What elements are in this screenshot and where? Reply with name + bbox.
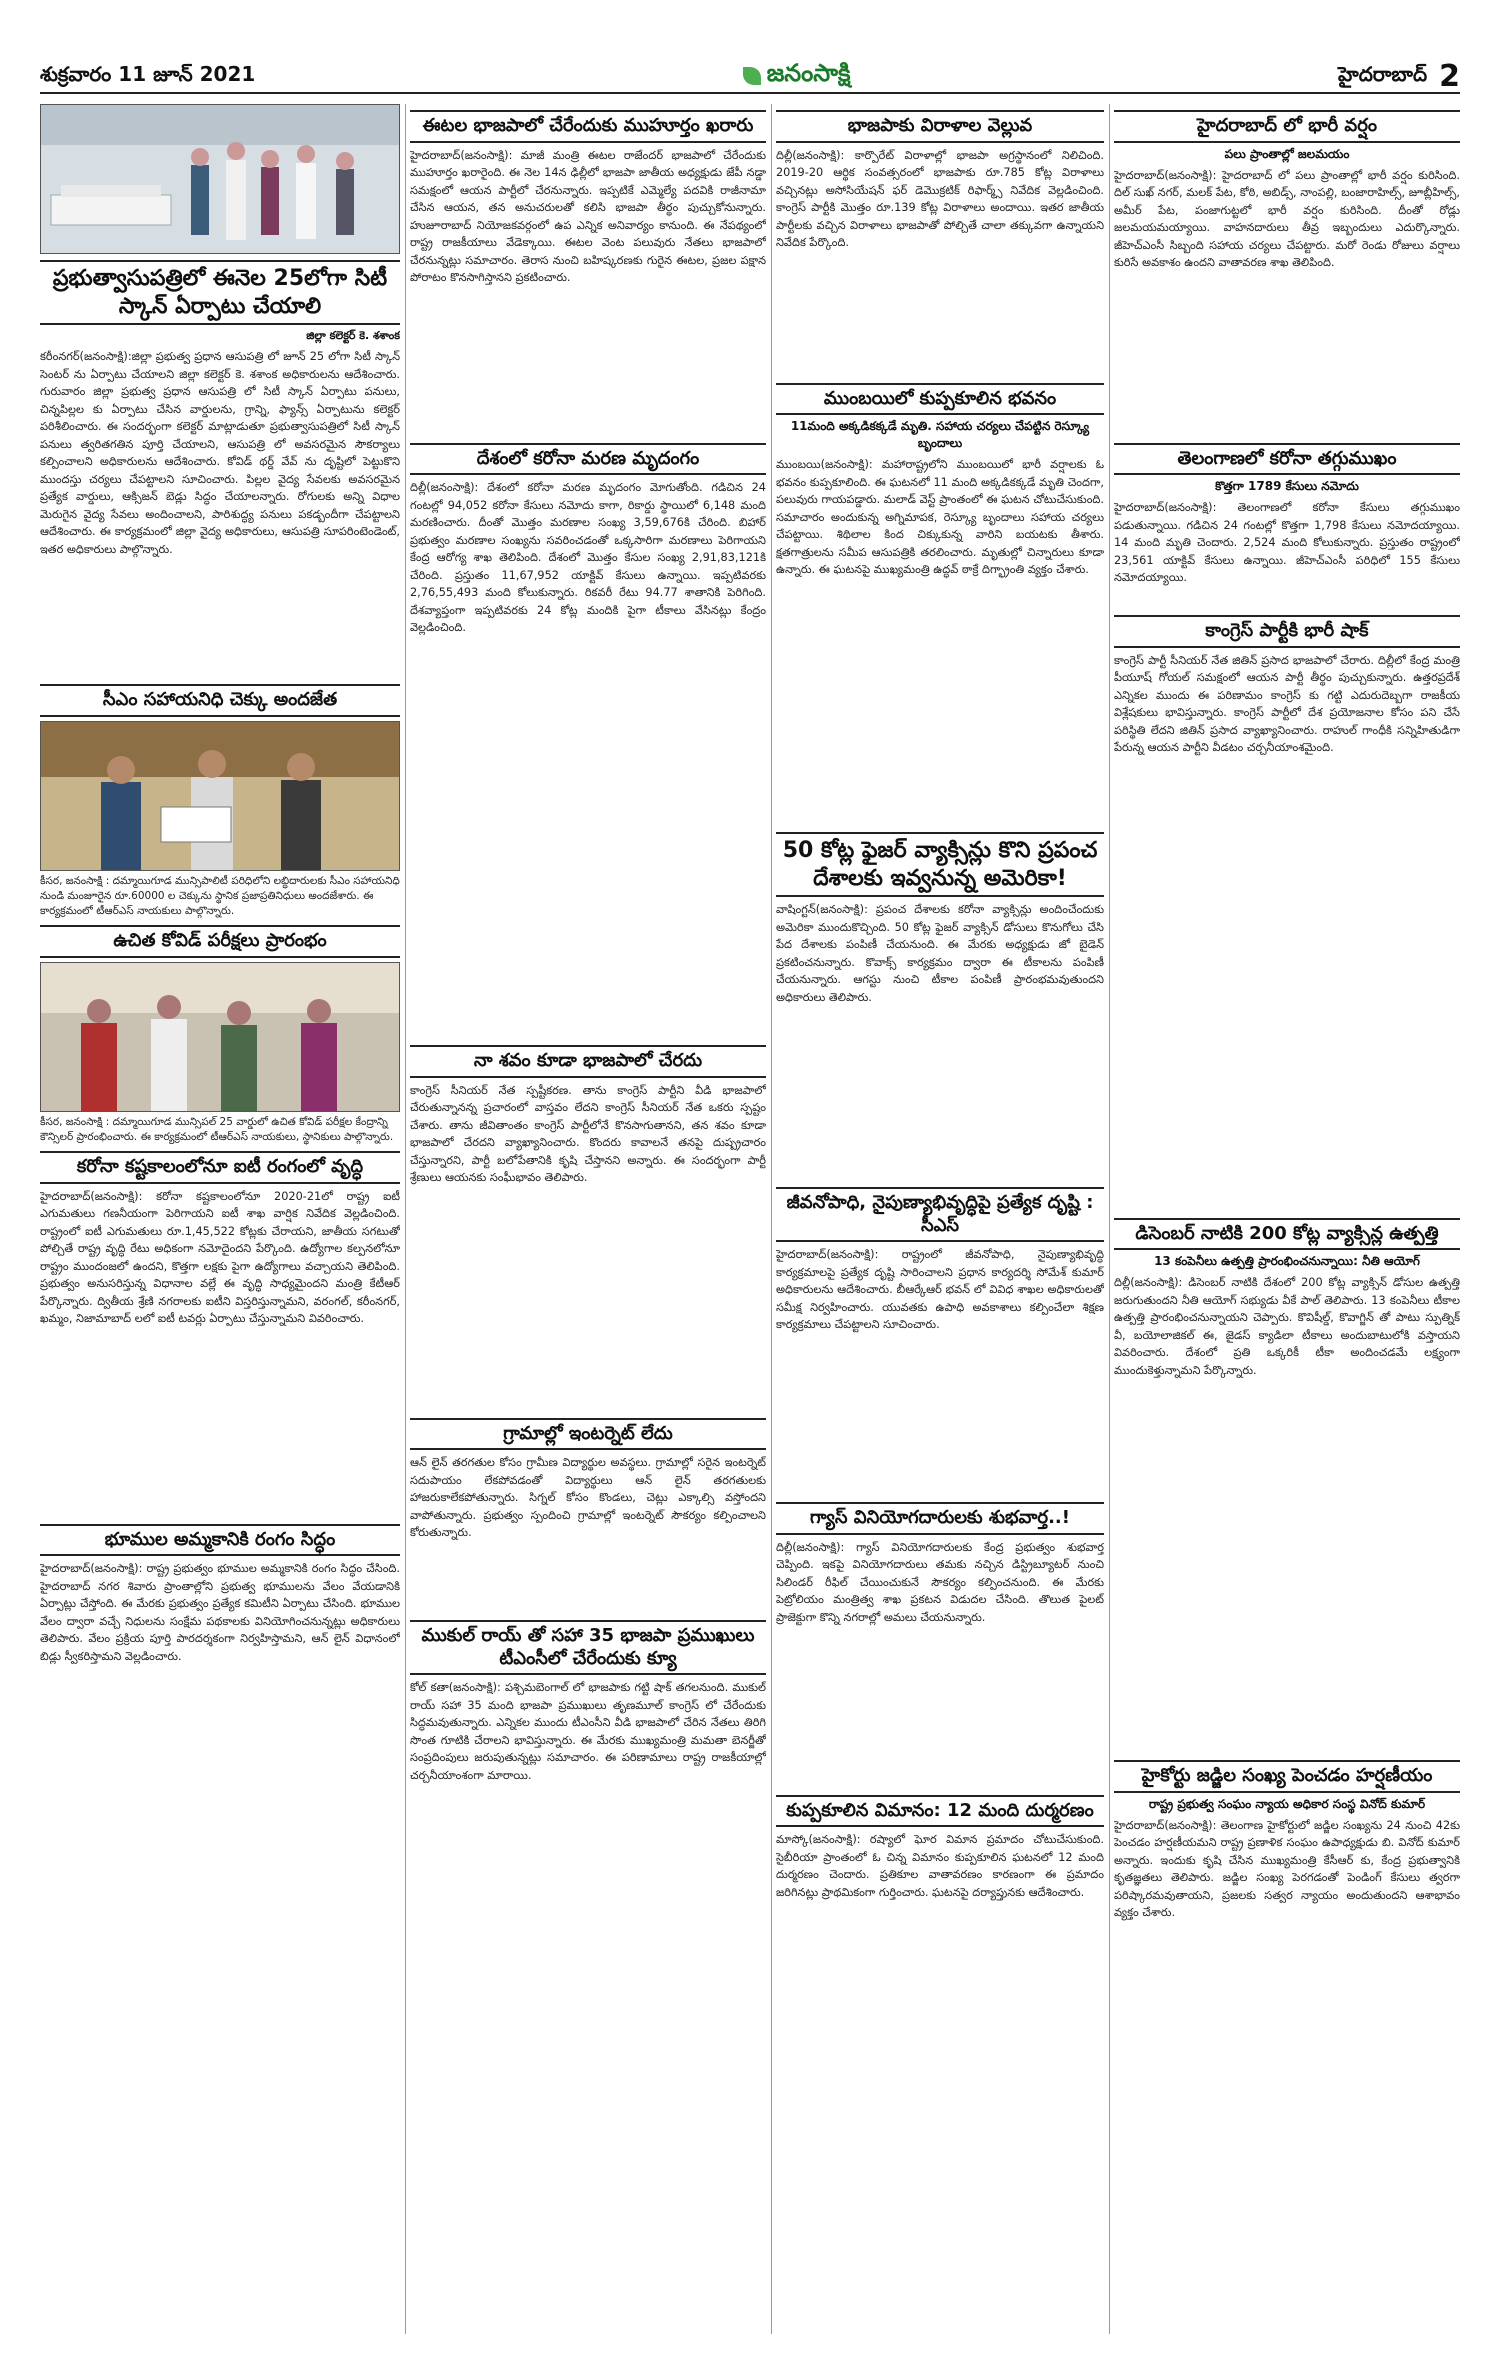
headline-us-pfizer: 50 కోట్ల ఫైజర్ వ్యాక్సిన్లు కొని ప్రపంచ దేశాలకు ఇవ్వనున్న అమెరికా! — [776, 832, 1104, 897]
headline-free-covid-tests: ఉచిత కోవిడ్ పరీక్షలు ప్రారంభం — [40, 925, 400, 958]
covid-test-image — [41, 963, 400, 1112]
story-plane-crash-body: మాస్కో(జనంసాక్షి): రష్యాలో ఘోర విమాన ప్రమాదం చోటుచేసుకుంది. సైబీరియా ప్రాంతంలో ఓ చిన్న విమానం కుప్పకూలిన ఘటనలో 12 మంది దుర్మరణం చెందారు. ప్రతికూల వాతావరణం కారణంగా ఈ ప్రమాదం జరిగినట్లు ప్రాథమికంగా గుర్తించారు. ఘటనపై దర్యాప్తునకు ఆదేశించారు. — [776, 1833, 1104, 1899]
headline-it-growth: కరోనా కష్టకాలంలోనూ ఐటీ రంగంలో వృద్ధి — [40, 1151, 400, 1184]
masthead — [40, 60, 1460, 94]
column-4 — [1114, 104, 1460, 2334]
column-divider — [771, 104, 772, 2334]
headline-cmrf-cheque: సీఎం సహాయనిధి చెక్కు అందజేత — [40, 684, 400, 717]
column-3 — [776, 104, 1104, 2334]
byline-collector: జిల్లా కలెక్టర్ కె. శశాంక — [306, 329, 400, 342]
caption-cmrf: కీసర, జనంసాక్షి : దమ్మాయిగూడ మున్సిపాలిటీ పరిధిలోని లబ్ధిదారులకు సీఎం సహాయనిధి నుండి మంజూరైన రూ.60000 ల చెక్కును స్థానిక ప్రజాప్రతినిధులు అందజేశారు. ఈ కార్యక్రమంలో టీఆర్ఎస్ నాయకులు పాల్గొన్నారు. — [40, 874, 400, 917]
edition-info — [1338, 59, 1460, 94]
headline-village-internet: గ్రామాల్లో ఇంటర్నెట్ లేదు — [410, 1418, 766, 1451]
story-ct-scan-body: కరీంనగర్(జనంసాక్షి):జిల్లా ప్రభుత్వ ప్రధాన ఆసుపత్రి లో జూన్ 25 లోగా సిటీ స్కాన్ సెంటర్ ను ఏర్పాటు చేయాలని జిల్లా కలెక్టర్ కె. శశాంక అధికారులను ఆదేశించారు. గురువారం జిల్లా ప్రభుత్వ ప్రధాన ఆసుపత్రి లో సిటీ స్కాన్ ఏర్పాటు పనులు, చిన్నపిల్లల కు ఏర్పాటు చేసిన వార్డులను, గ్రాన్ని, ఫ్యాన్స్ ఏర్పాటును కలెక్టర్ పరిశీలించారు. ఈ సందర్భంగా కలెక్టర్ మాట్లాడుతూ ప్రభుత్వాసుపత్రిలో సిటీ స్కాన్ పనులు త్వరితగతిన పూర్తి చేయాలని, ఆసుపత్రి లో అవసరమైన సౌకర్యాలు కల్పించాలని అధికారులను ఆదేశించారు. కోవిడ్ థర్డ్ వేవ్ ను దృష్టిలో పెట్టుకొని ముందస్తు చర్యలు చేపట్టాలని సూచించారు. పిల్లల వైద్య సేవలకు అవసరమైన ప్రత్యేక వార్డులు, ఆక్సిజన్ బెడ్లు సిద్ధం చేయాలన్నారు. రోగులకు అన్ని విధాల మెరుగైన వైద్య సేవలు అందించాలని, పారిశుద్ధ్య పనులు పకడ్బందీగా చేపట్టాలని ఆదేశించారు. ఈ కార్యక్రమంలో జిల్లా వైద్య అధికారులు, ఆసుపత్రి సూపరింటెండెంట్, ఇతర అధికారులు పాల్గొన్నారు. — [40, 350, 400, 556]
story-livelihood-body: హైదరాబాద్(జనంసాక్షి): రాష్ట్రంలో జీవనోపాధి, నైపుణ్యాభివృద్ధి కార్యక్రమాలపై ప్రత్యేక దృష్టి సారించాలని ప్రధాన కార్యదర్శి సోమేశ్ కుమార్ అధికారులను ఆదేశించారు. బీఆర్కేఆర్ భవన్ లో వివిధ శాఖల అధికారులతో సమీక్ష నిర్వహించారు. యువతకు ఉపాధి అవకాశాలు కల్పించేలా శిక్షణ కార్యక్రమాలు చేపట్టాలని సూచించారు. — [776, 1248, 1104, 1331]
story-etela-body: హైదరాబాద్(జనంసాక్షి): మాజీ మంత్రి ఈటల రాజేందర్ భాజపాలో చేరేందుకు ముహూర్తం ఖరారైంది. ఈ నెల 14న ఢిల్లీలో భాజపా జాతీయ అధ్యక్షుడు జేపీ నడ్డా సమక్షంలో ఆయన పార్టీలో చేరనున్నారు. ఇప్పటికే ఎమ్మెల్యే పదవికి రాజీనామా చేసిన ఆయన, తన అనుచరులతో కలిసి భాజపా తీర్థం పుచ్చుకోనున్నారు. హుజూరాబాద్ నియోజకవర్గంలో ఉప ఎన్నిక అనివార్యం కానుంది. ఈ నేపథ్యంలో రాష్ట్ర రాజకీయాలు వేడెక్కాయి. ఈటల వెంట పలువురు నేతలు భాజపాలో చేరనున్నట్లు సమాచారం. తెరాస నుంచి బహిష్కరణకు గురైన ఈటల, ప్రజల పక్షాన పోరాటం కొనసాగిస్తానని ప్రకటించారు. — [410, 148, 766, 284]
headline-land-sale: భూముల అమ్మకానికి రంగం సిద్ధం — [40, 1524, 400, 1557]
column-1 — [40, 104, 400, 2334]
headline-ct-scan: ప్రభుత్వాసుపత్రిలో ఈనెల 25లోగా సిటీ స్కాన్ ఏర్పాటు చేయాలి — [40, 260, 400, 325]
headline-high-court-judges: హైకోర్టు జడ్జిల సంఖ్య పెంచడం హర్షణీయం — [1114, 1760, 1460, 1793]
caption-covid-tests: కీసర, జనంసాక్షి : దమ్మాయిగూడ మున్సిపల్ 25 వార్డులో ఉచిత కోవిడ్ పరీక్షల కేంద్రాన్ని కౌన్సిలర్ ప్రారంభించారు. ఈ కార్యక్రమంలో టీఆర్ఎస్ నాయకులు, స్థానికులు పాల్గొన్నారు. — [40, 1115, 394, 1143]
story-land-sale-body: హైదరాబాద్(జనంసాక్షి): రాష్ట్ర ప్రభుత్వం భూముల అమ్మకానికి రంగం సిద్ధం చేసింది. హైదరాబాద్ నగర శివారు ప్రాంతాల్లోని ప్రభుత్వ భూములను వేలం వేయడానికి ఏర్పాట్లు చేస్తోంది. ఈ మేరకు ప్రభుత్వం ప్రత్యేక కమిటీని ఏర్పాటు చేసింది. భూముల వేలం ద్వారా వచ్చే నిధులను సంక్షేమ పథకాలకు వినియోగించనున్నట్లు అధికారులు తెలిపారు. వేలం ప్రక్రియ పూర్తి పారదర్శకంగా నిర్వహిస్తామని, ఆన్ లైన్ విధానంలో బిడ్లు స్వీకరిస్తామని వెల్లడించారు. — [40, 1562, 400, 1663]
column-divider — [405, 104, 406, 2334]
story-congress-shock-body: కాంగ్రెస్ పార్టీ సీనియర్ నేత జితిన్ ప్రసాద భాజపాలో చేరారు. దిల్లీలో కేంద్ర మంత్రి పీయూష్ గోయల్ సమక్షంలో ఆయన పార్టీ తీర్థం పుచ్చుకున్నారు. ఉత్తరప్రదేశ్ ఎన్నికల ముందు ఈ పరిణామం కాంగ్రెస్ కు గట్టి ఎదురుదెబ్బగా రాజకీయ విశ్లేషకులు భావిస్తున్నారు. కాంగ్రెస్ పార్టీలో దేశ ప్రయోజనాల కోసం పని చేసే పరిస్థితి లేదని జితిన్ ప్రసాద వ్యాఖ్యానించారు. రాహుల్ గాంధీకి సన్నిహితుడిగా పేరున్న ఆయన పార్టీని వీడటం చర్చనీయాంశమైంది. — [1114, 653, 1460, 754]
newspaper-logo — [743, 59, 851, 93]
hospital-visit-image — [41, 105, 400, 254]
story-covid-deaths-body: దిల్లీ(జనంసాక్షి): దేశంలో కరోనా మరణ మృదంగం మోగుతోంది. గడిచిన 24 గంటల్లో 94,052 కరోనా కేసులు నమోదు కాగా, రికార్డు స్థాయిలో 6,148 మంది మరణించారు. దీంతో మొత్తం మరణాల సంఖ్య 3,59,676కి చేరింది. బిహార్ ప్రభుత్వం మరణాల సంఖ్యను సవరించడంతో ఒక్కసారిగా మరణాలు పెరిగాయని కేంద్ర ఆరోగ్య శాఖ తెలిపింది. దేశంలో మొత్తం కేసుల సంఖ్య 2,91,83,121కి చేరింది. ప్రస్తుతం 11,67,952 యాక్టివ్ కేసులు ఉన్నాయి. ఇప్పటివరకు 2,76,55,493 మంది కోలుకున్నారు. రికవరీ రేటు 94.77 శాతానికి పెరిగింది. దేశవ్యాప్తంగా ఇప్పటివరకు 24 కోట్ల మందికి పైగా టీకాలు వేసినట్లు కేంద్రం వెల్లడించింది. — [410, 481, 766, 634]
headline-mumbai-building: ముంబయిలో కుప్పకూలిన భవనం — [776, 383, 1104, 416]
story-village-internet-body: ఆన్ లైన్ తరగతుల కోసం గ్రామీణ విద్యార్థుల అవస్థలు. గ్రామాల్లో సరైన ఇంటర్నెట్ సదుపాయం లేకపోవడంతో విద్యార్థులు ఆన్ లైన్ తరగతులకు హాజరుకాలేకపోతున్నారు. సిగ్నల్ కోసం కొండలు, చెట్లు ఎక్కాల్సి వస్తోందని వాపోతున్నారు. ప్రభుత్వం స్పందించి గ్రామాల్లో ఇంటర్నెట్ సౌకర్యం కల్పించాలని కోరుతున్నారు. — [410, 1456, 766, 1539]
story-hyderabad-rain-body: హైదరాబాద్(జనంసాక్షి): హైదరాబాద్ లో పలు ప్రాంతాల్లో భారీ వర్షం కురిసింది. దిల్ సుఖ్ నగర్, మలక్ పేట, కోఠి, అబిడ్స్, నాంపల్లి, బంజారాహిల్స్, జూబ్లీహిల్స్, అమీర్ పేట, పంజాగుట్టలో భారీ వర్షం కురిసింది. దీంతో రోడ్లు జలమయమయ్యాయి. వాహనదారులు తీవ్ర ఇబ్బందులు ఎదుర్కొన్నారు. జీహెచ్ఎంసీ సిబ్బంది సహాయ చర్యలు చేపట్టారు. మరో రెండు రోజులు వర్షాలు కురిసే అవకాశం ఉందని వాతావరణ శాఖ తెలిపింది. — [1114, 168, 1460, 269]
headline-telangana-covid: తెలంగాణలో కరోనా తగ్గుముఖం — [1114, 443, 1460, 476]
headline-covid-deaths: దేశంలో కరోనా మరణ మృదంగం — [410, 443, 766, 476]
headline-plane-crash: కుప్పకూలిన విమానం: 12 మంది దుర్మరణం — [776, 1795, 1104, 1828]
headline-gas-consumers: గ్యాస్ వినియోగదారులకు శుభవార్త..! — [776, 1502, 1104, 1535]
story-mumbai-building-body: ముంబయి(జనంసాక్షి): మహారాష్ట్రలోని ముంబయిలో భారీ వర్షాలకు ఓ భవనం కుప్పకూలింది. ఈ ఘటనలో 11 మంది అక్కడికక్కడే మృతి చెందగా, పలువురు గాయపడ్డారు. మలాడ్ వెస్ట్ ప్రాంతంలో ఈ ఘటన చోటుచేసుకుంది. సమాచారం అందుకున్న అగ్నిమాపక, రెస్క్యూ బృందాలు సహాయ చర్యలు చేపట్టాయి. శిథిలాల కింద చిక్కుకున్న వారిని బయటకు తీశారు. క్షతగాత్రులను సమీప ఆసుపత్రికి తరలించారు. మృతుల్లో చిన్నారులు కూడా ఉన్నారు. ఈ ఘటనపై ముఖ్యమంత్రి ఉద్ధవ్ ఠాక్రే దిగ్భ్రాంతి వ్యక్తం చేశారు. — [776, 458, 1104, 576]
story-vaccine-production-body: దిల్లీ(జనంసాక్షి): డిసెంబర్ నాటికి దేశంలో 200 కోట్ల వ్యాక్సిన్ డోసుల ఉత్పత్తి జరుగుతుందని నీతి ఆయోగ్ సభ్యుడు వీకే పాల్ తెలిపారు. 13 కంపెనీలు టీకాల ఉత్పత్తి ప్రారంభించనున్నాయని చెప్పారు. కొవిషీల్డ్, కొవాగ్జిన్ తో పాటు స్పుత్నిక్ వీ, బయోలాజికల్ ఈ, జైడస్ క్యాడిలా టీకాలు అందుబాటులోకి వస్తాయని వివరించారు. దేశంలో ప్రతి ఒక్కరికీ టీకా అందించడమే లక్ష్యంగా ముందుకెళ్తున్నామని పేర్కొన్నారు. — [1114, 1276, 1460, 1377]
column-divider — [1109, 104, 1110, 2334]
cheque-image — [41, 722, 400, 871]
logo-text: జనంసాక్షి — [766, 59, 851, 87]
story-us-pfizer-body: వాషింగ్టన్(జనంసాక్షి): ప్రపంచ దేశాలకు కరోనా వ్యాక్సిన్లు అందించేందుకు అమెరికా ముందుకొచ్చింది. 50 కోట్ల ఫైజర్ వ్యాక్సిన్ డోసులు కొనుగోలు చేసి పేద దేశాలకు పంపిణీ చేయనుంది. ఈ మేరకు అధ్యక్షుడు జో బైడెన్ ప్రకటించనున్నారు. కొవాక్స్ కార్యక్రమం ద్వారా ఈ టీకాలను పంపిణీ చేయనున్నారు. ఆగస్టు నుంచి టీకాల పంపిణీ ప్రారంభమవుతుందని అధికారులు తెలిపారు. — [776, 903, 1104, 1004]
page-number: 2 — [1439, 58, 1460, 94]
subhead-telangana-covid: కొత్తగా 1789 కేసులు నమోదు — [1215, 479, 1359, 493]
cheque-photo — [40, 721, 400, 871]
headline-etela-bjp: ఈటల భాజపాలో చేరేందుకు ముహూర్తం ఖరారు — [410, 110, 766, 143]
subhead-mumbai-building: 11మంది అక్కడికక్కడే మృతి. సహాయ చర్యలు చేపట్టిన రెస్క్యూ బృందాలు — [790, 419, 1090, 450]
column-2 — [410, 104, 766, 2334]
headline-hyderabad-rain: హైదరాబాద్ లో భారీ వర్షం — [1114, 110, 1460, 143]
headline-vaccine-production: డిసెంబర్ నాటికి 200 కోట్ల వ్యాక్సిన్ల ఉత్పత్తి — [1114, 1218, 1460, 1251]
story-mukul-roy-body: కోల్ కతా(జనంసాక్షి): పశ్చిమబెంగాల్ లో భాజపాకు గట్టి షాక్ తగలనుంది. ముకుల్ రాయ్ సహా 35 మంది భాజపా ప్రముఖులు తృణమూల్ కాంగ్రెస్ లో చేరేందుకు సిద్ధమవుతున్నారు. ఎన్నికల ముందు టీఎంసీని వీడి భాజపాలో చేరిన నేతలు తిరిగి సొంత గూటికి చేరాలని భావిస్తున్నారు. ఈ మేరకు ముఖ్యమంత్రి మమతా బెనర్జీతో సంప్రదింపులు జరుపుతున్నట్లు సమాచారం. ఈ పరిణామాలు రాష్ట్ర రాజకీయాల్లో చర్చనీయాంశంగా మారాయి. — [410, 1681, 766, 1782]
story-bjp-donations-body: దిల్లీ(జనంసాక్షి): కార్పొరేట్ విరాళాల్లో భాజపా అగ్రస్థానంలో నిలిచింది. 2019-20 ఆర్థిక సంవత్సరంలో భాజపాకు రూ.785 కోట్ల విరాళాలు వచ్చినట్లు అసోసియేషన్ ఫర్ డెమొక్రటిక్ రిఫార్మ్స్ నివేదిక వెల్లడించింది. కాంగ్రెస్ పార్టీకి మొత్తం రూ.139 కోట్ల విరాళాలు అందాయి. ఇతర జాతీయ పార్టీలకు వచ్చిన విరాళాలు భాజపాతో పోల్చితే చాలా తక్కువగా ఉన్నాయని నివేదిక పేర్కొంది. — [776, 148, 1104, 249]
subhead-high-court-judges: రాష్ట్ర ప్రభుత్వ సంఘం న్యాయ అధికార సంస్థ వినోద్ కుమార్ — [1148, 1796, 1426, 1811]
story-telangana-covid-body: హైదరాబాద్(జనంసాక్షి): తెలంగాణలో కరోనా కేసులు తగ్గుముఖం పడుతున్నాయి. గడిచిన 24 గంటల్లో కొత్తగా 1,798 కేసులు నమోదయ్యాయి. 14 మంది మృతి చెందారు. 2,524 మంది కోలుకున్నారు. ప్రస్తుతం రాష్ట్రంలో 23,561 యాక్టివ్ కేసులు ఉన్నాయి. జీహెచ్ఎంసీ పరిధిలో 155 కేసులు నమోదయ్యాయి. — [1114, 501, 1460, 584]
issue-date: శుక్రవారం 11 జూన్ 2021 — [40, 61, 256, 86]
headline-bjp-donations: భాజపాకు విరాళాల వెల్లువ — [776, 110, 1104, 143]
edition-city: హైదరాబాద్ — [1338, 61, 1428, 86]
story-high-court-body: హైదరాబాద్(జనంసాక్షి): తెలంగాణ హైకోర్టులో జడ్జిల సంఖ్యను 24 నుంచి 42కు పెంచడం హర్షణీయమని రాష్ట్ర ప్రణాళిక సంఘం ఉపాధ్యక్షుడు బి. వినోద్ కుమార్ అన్నారు. ఇందుకు కృషి చేసిన ముఖ్యమంత్రి కేసీఆర్ కు, కేంద్ర ప్రభుత్వానికి కృతజ్ఞతలు తెలిపారు. జడ్జిల సంఖ్య పెరగడంతో పెండింగ్ కేసులు త్వరగా పరిష్కారమవుతాయని, ప్రజలకు సత్వర న్యాయం అందుతుందని ఆశాభావం వ్యక్తం చేశారు. — [1114, 1818, 1460, 1919]
headline-congress-shock: కాంగ్రెస్ పార్టీకి భారీ షాక్ — [1114, 615, 1460, 648]
subhead-hyderabad-rain: పలు ప్రాంతాల్లో జలమయం — [1224, 146, 1350, 161]
covid-test-photo — [40, 962, 400, 1112]
story-gas-body: దిల్లీ(జనంసాక్షి): గ్యాస్ వినియోగదారులకు కేంద్ర ప్రభుత్వం శుభవార్త చెప్పింది. ఇకపై వినియోగదారులు తమకు నచ్చిన డిస్ట్రిబ్యూటర్ నుంచి సిలిండర్ రీఫిల్ చేయించుకునే సౌకర్యం కల్పించనుంది. ఈ మేరకు పెట్రోలియం మంత్రిత్వ శాఖ ప్రకటన విడుదల చేసింది. తొలుత పైలట్ ప్రాజెక్టుగా కొన్ని నగరాల్లో అమలు చేయనున్నారు. — [776, 1540, 1104, 1624]
subhead-vaccine-production: 13 కంపెనీలు ఉత్పత్తి ప్రారంభించనున్నాయి: నీతి ఆయోగ్ — [1154, 1254, 1420, 1268]
headline-livelihood-cs: జీవనోపాధి, నైపుణ్యాభివృద్ధిపై ప్రత్యేక దృష్టి : సీఎస్ — [776, 1187, 1104, 1242]
headline-not-joining-bjp: నా శవం కూడా భాజపాలో చేరదు — [410, 1045, 766, 1078]
headline-mukul-roy-tmc: ముకుల్ రాయ్ తో సహా 35 భాజపా ప్రముఖులు టీఎంసీలో చేరేందుకు క్యూ — [410, 1620, 766, 1675]
story-not-joining-bjp-body: కాంగ్రెస్ సీనియర్ నేత స్పష్టీకరణ. తాను కాంగ్రెస్ పార్టీని వీడి భాజపాలో చేరుతున్నానన్న ప్రచారంలో వాస్తవం లేదని కాంగ్రెస్ సీనియర్ నేత ఒకరు స్పష్టం చేశారు. తాను జీవితాంతం కాంగ్రెస్ పార్టీలోనే కొనసాగుతానని, తన శవం కూడా భాజపాలో చేరదని వ్యాఖ్యానించారు. కొందరు కావాలనే తనపై దుష్ప్రచారం చేస్తున్నారని, పార్టీ బలోపేతానికి కృషి చేస్తానని అన్నారు. ఈ సందర్భంగా పార్టీ శ్రేణులు ఆయనకు సంఘీభావం తెలిపారు. — [410, 1083, 766, 1184]
story-it-growth-body: హైదరాబాద్(జనంసాక్షి): కరోనా కష్టకాలంలోనూ 2020-21లో రాష్ట్ర ఐటీ ఎగుమతులు గణనీయంగా పెరిగాయని ఐటీ శాఖ వార్షిక నివేదిక వెల్లడించింది. రాష్ట్రంలో ఐటీ ఎగుమతులు రూ.1,45,522 కోట్లకు చేరాయని, జాతీయ సగటుతో పోల్చితే రాష్ట్ర వృద్ధి రేటు అధికంగా నమోదైందని పేర్కొంది. ఉద్యోగాల కల్పనలోనూ రాష్ట్రం ముందంజలో ఉందని, కొత్తగా లక్షకు పైగా ఉద్యోగాలు వచ్చాయని తెలిపింది. ప్రభుత్వం అనుసరిస్తున్న విధానాల వల్లే ఈ వృద్ధి సాధ్యమైందని మంత్రి కేటీఆర్ పేర్కొన్నారు. ద్వితీయ శ్రేణి నగరాలకు ఐటీని విస్తరిస్తున్నామని, వరంగల్, కరీంనగర్, ఖమ్మం, నిజామాబాద్ లలో ఐటీ టవర్లు ఏర్పాటు చేస్తున్నామని వివరించారు. — [40, 1189, 400, 1326]
hospital-visit-photo — [40, 104, 400, 254]
leaf-icon — [743, 67, 761, 85]
